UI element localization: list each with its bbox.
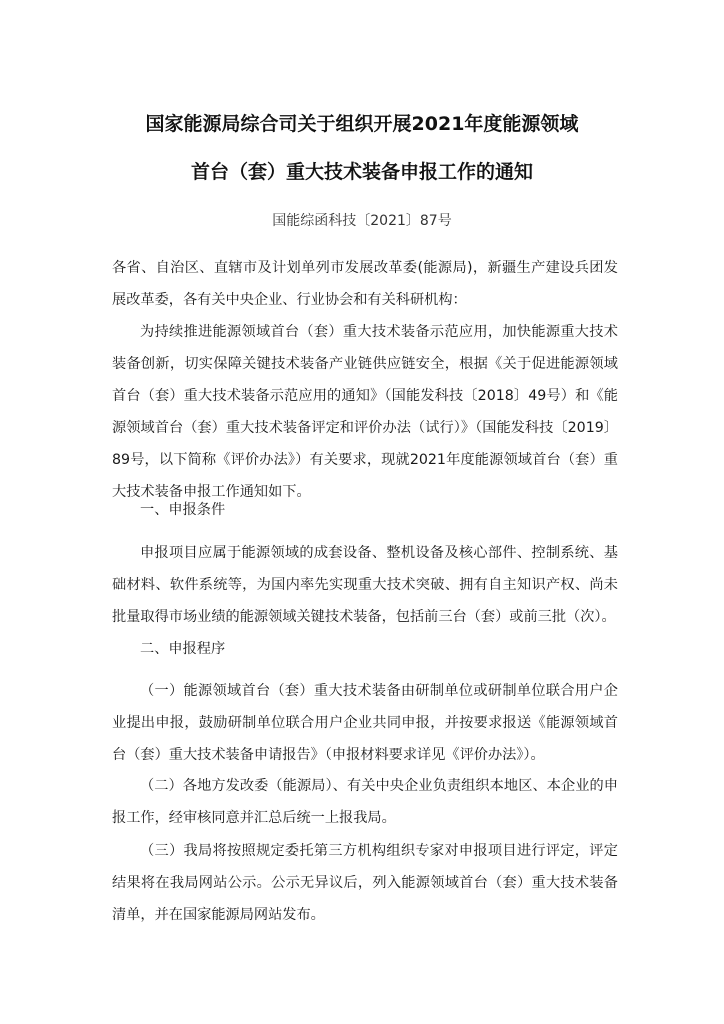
document-title-line-1: 国家能源局综合司关于组织开展2021年度能源领域 xyxy=(145,113,579,135)
section-2-item-2: （二）各地方发改委（能源局）、有关中央企业负责组织本地区、本企业的申报工作，经审核同意并汇总后统一上报我局。 xyxy=(112,778,618,826)
section-2-item-1: （一）能源领域首台（套）重大技术装备由研制单位或研制单位联合用户企业提出申报，鼓励研制单位联合用户企业共同申报，并按要求报送《能源领域首台（套）重大技术装备申请报告》（申报材料要求详见《评价办法》）。 xyxy=(112,683,618,763)
section-2-heading: 二、申报程序 xyxy=(140,641,226,657)
section-1-body: 申报项目应属于能源领域的成套设备、整机设备及核心部件、控制系统、基础材料、软件系统等，为国内率先实现重大技术突破、拥有自主知识产权、尚未批量取得市场业绩的能源领域关键技术装备，包括前三台（套）或前三批（次）。 xyxy=(112,545,618,625)
section-1-heading: 一、申报条件 xyxy=(140,502,226,518)
document-title-line-2: 首台（套）重大技术装备申报工作的通知 xyxy=(190,161,533,183)
greeting-paragraph: 各省、自治区、直辖市及计划单列市发展改革委(能源局)，新疆生产建设兵团发展改革委，各有关中央企业、行业协会和有关科研机构： xyxy=(112,260,618,308)
document-number: 国能综函科技〔2021〕87号 xyxy=(272,213,452,229)
intro-paragraph: 为持续推进能源领域首台（套）重大技术装备示范应用，加快能源重大技术装备创新，切实保障关键技术装备产业链供应链安全，根据《关于促进能源领域首台（套）重大技术装备示范应用的通知》（国能发科技〔2018〕49号）和《能源领域首台（套）重大技术装备评定和评价办法（试行）》（国能发科技〔2019〕89号，以下简称《评价办法》）有关要求，现就2021年度能源领域首台（套）重大技术装备申报工作通知如下。 xyxy=(112,324,618,500)
section-2-item-3: （三）我局将按照规定委托第三方机构组织专家对申报项目进行评定，评定结果将在我局网站公示。公示无异议后，列入能源领域首台（套）重大技术装备清单，并在国家能源局网站发布。 xyxy=(112,843,618,923)
